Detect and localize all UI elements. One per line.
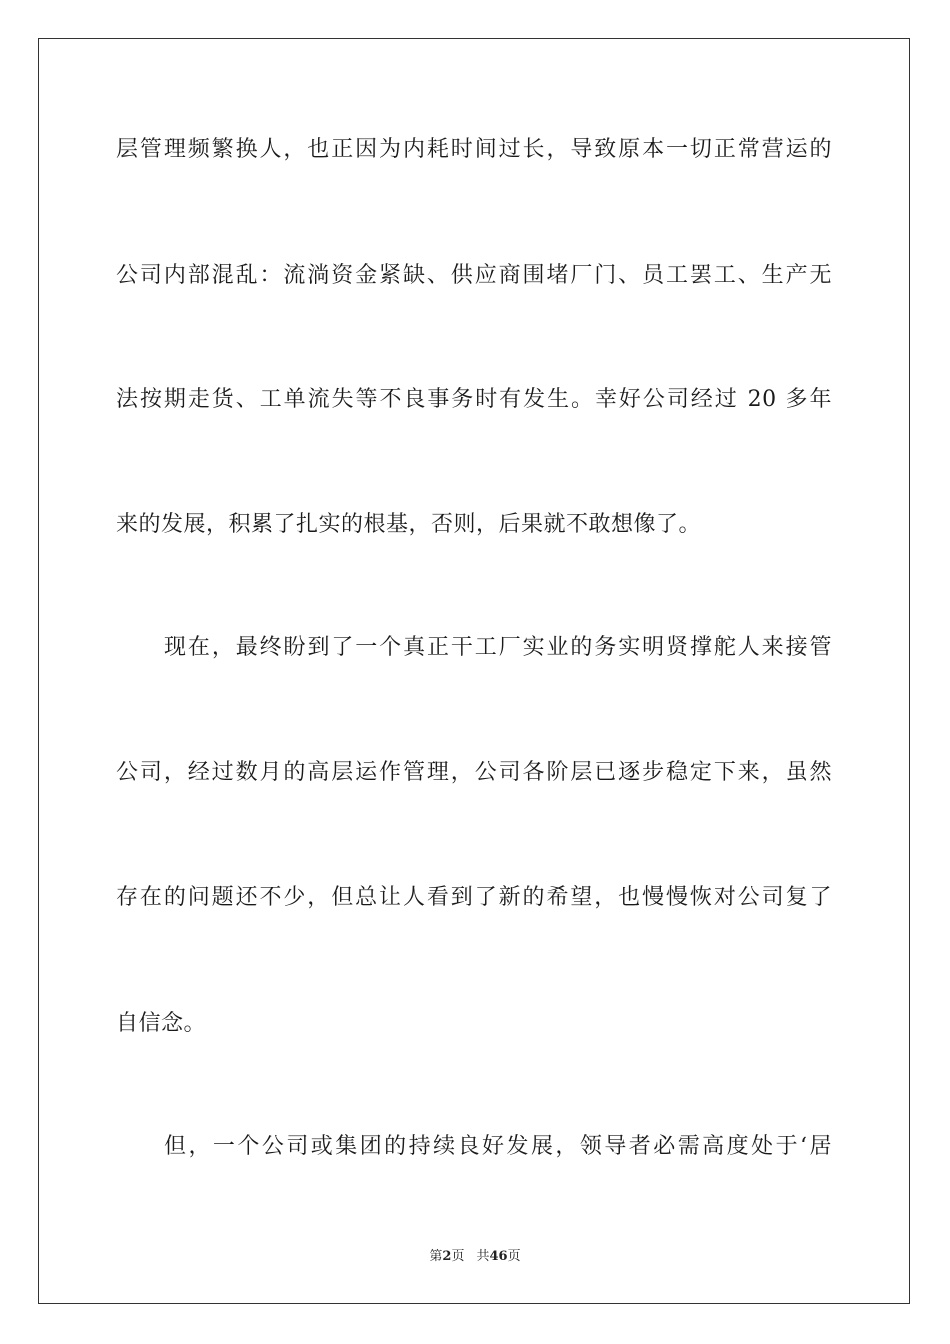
body-text-line-1: 层管理频繁换人，也正因为内耗时间过长，导致原本一切正常营运的 [116,137,832,162]
body-text-line-2: 公司内部混乱：流淌资金紧缺、供应商围堵厂门、员工罢工、生产无 [116,263,832,288]
body-text-line-8: 自信念。 [116,1011,207,1036]
page-footer [0,1248,950,1266]
body-text-line-6: 公司，经过数月的高层运作管理，公司各阶层已逐步稳定下来，虽然 [116,760,832,785]
page-number: 第2页 [429,1249,465,1264]
page-total: 共46页 [476,1249,521,1264]
body-text-line-4: 来的发展，积累了扎实的根基，否则，后果就不敢想像了。 [116,512,702,537]
body-text-line-5: 现在，最终盼到了一个真正干工厂实业的务实明贤撑舵人来接管 [164,635,832,660]
body-text-line-7: 存在的问题还不少，但总让人看到了新的希望，也慢慢恢对公司复了 [116,885,832,910]
page-border [38,38,910,1304]
body-text-line-9: 但，一个公司或集团的持续良好发展，领导者必需高度处于‘居 [164,1134,832,1159]
body-text-line-3: 法按期走货、工单流失等不良事务时有发生。幸好公司经过 20 多年 [116,387,832,412]
